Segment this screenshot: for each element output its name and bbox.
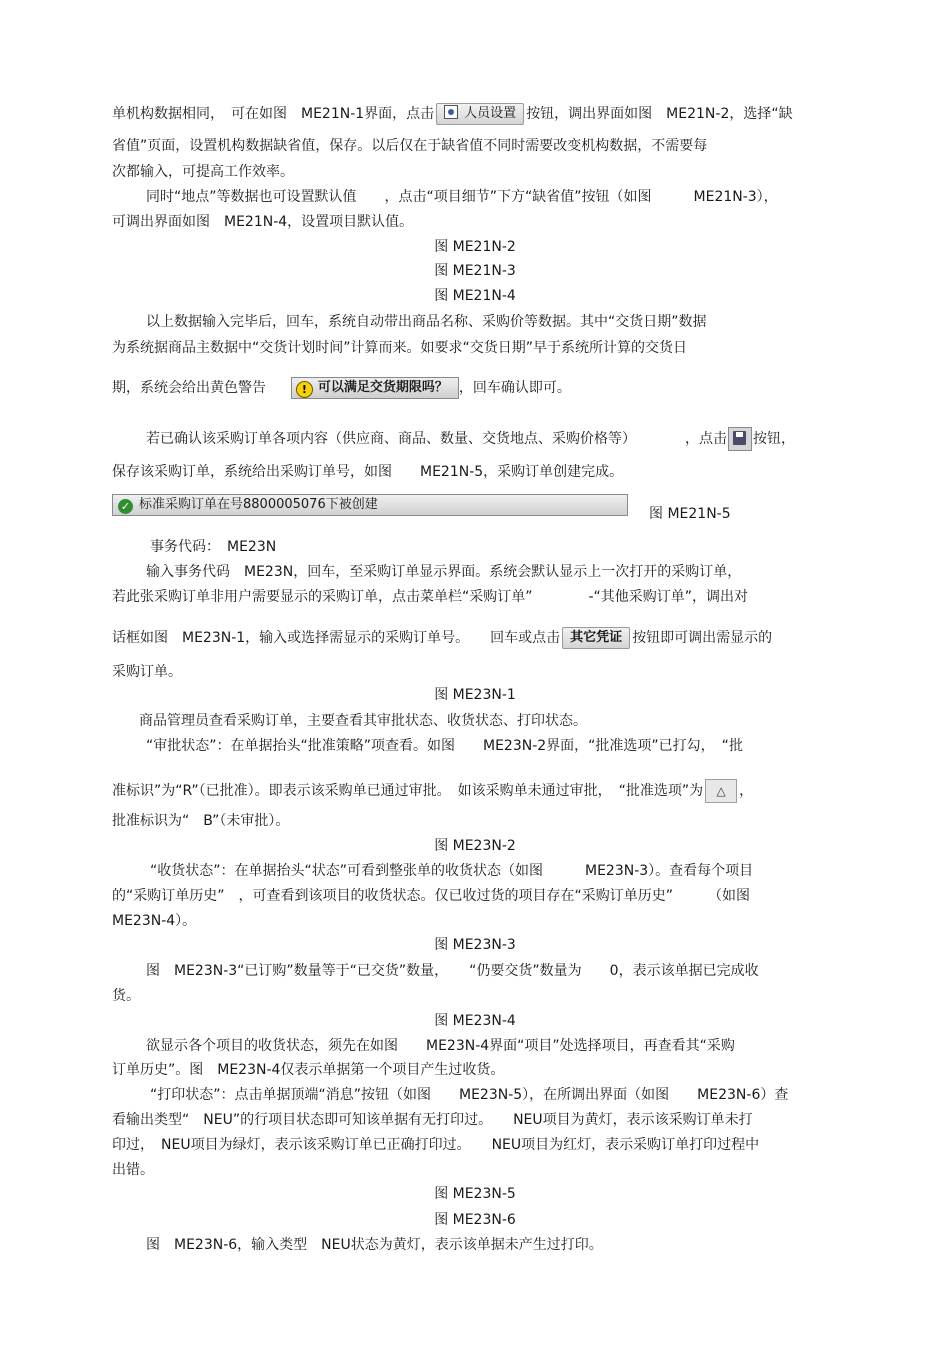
- text-line: 为系统据商品主数据中“交货计划时间”计算而来。如要求“交货日期”早于系统所计算的交货日: [112, 340, 688, 356]
- text-line: 订单历史”。图 ME23N-4仅表示单据第一个项目产生过收货。: [112, 1062, 505, 1078]
- text-line: 出错。: [112, 1162, 154, 1178]
- text-line: 若此张采购订单非用户需要显示的采购订单，点击菜单栏“采购订单” -“其他采购订单”，调出对: [112, 589, 749, 605]
- text-line: 同时“地点”等数据也可设置默认值 ，点击“项目细节”下方“缺省值”按钮（如图 ME21N-3），: [146, 189, 778, 205]
- text-line: ME23N-4）。: [112, 913, 197, 929]
- text-line: 欲显示各个项目的收货状态，须先在如图 ME23N-4界面“项目”处选择项目，再查看其“采购: [146, 1038, 735, 1054]
- triangle-icon: △: [705, 779, 737, 803]
- text-line: 保存该采购订单，系统给出采购订单号，如图 ME21N-5，采购订单创建完成。: [112, 464, 624, 480]
- exclamation-icon: !: [296, 381, 313, 398]
- person-settings-button[interactable]: 人员设置: [436, 103, 524, 125]
- text-line: 期，系统会给出黄色警告 ! 可以满足交货期限吗？ ，回车确认即可。: [112, 377, 571, 399]
- figure-caption: 图 ME23N-2: [434, 838, 516, 854]
- figure-caption: 图 ME21N-5: [649, 506, 731, 522]
- text-line: 图 ME23N-6，输入类型 NEU状态为黄灯，表示该单据未产生过打印。: [146, 1237, 603, 1253]
- text-line: 批准标识为“ B”（未审批）。: [112, 813, 290, 829]
- text-line: 可调出界面如图 ME21N-4，设置项目默认值。: [112, 214, 414, 230]
- text-line: 印过， NEU项目为绿灯，表示该采购订单已正确打印过。 NEU项目为红灯，表示采购订单打印过程中: [112, 1137, 760, 1153]
- text-line: 采购订单。: [112, 664, 182, 680]
- text-line: 商品管理员查看采购订单，主要查看其审批状态、收货状态、打印状态。: [139, 713, 587, 729]
- person-settings-icon: [444, 105, 458, 119]
- text-line: 省值”页面，设置机构数据缺省值，保存。以后仅在于缺省值不同时需要改变机构数据，不需要每: [112, 138, 708, 154]
- status-message: 标准采购订单在号8800005076下被创建: [139, 497, 378, 512]
- figure-caption: 图 ME21N-4: [434, 288, 516, 304]
- text-line: 输入事务代码 ME23N，回车，至采购订单显示界面。系统会默认显示上一次打开的采购订单，: [146, 564, 742, 580]
- text-line: 的“采购订单历史” ，可查看到该项目的收货状态。仅已收过货的项目存在“采购订单历史” （如图: [112, 888, 751, 904]
- text-line: 图 ME23N-3“已订购”数量等于“已交货”数量， “仍要交货”数量为 0，表示该单据已完成收: [146, 963, 759, 979]
- text-line: “审批状态”：在单据抬头“批准策略”项查看。如图 ME23N-2界面，“批准选项”已打勾， “批: [146, 738, 743, 754]
- text-line: 话框如图 ME23N-1，输入或选择需显示的采购订单号。 回车或点击 其它凭证 按钮即可调出需显示的: [112, 627, 772, 649]
- text-line: 单机构数据相同， 可在如图 ME21N-1界面，点击 人员设置 按钮，调出界面如图 ME21N-2，选择“缺: [112, 103, 793, 125]
- figure-caption: 图 ME21N-3: [434, 263, 516, 279]
- text-line: 次都输入，可提高工作效率。: [112, 164, 294, 180]
- figure-caption: 图 ME23N-6: [434, 1212, 516, 1228]
- status-bar: [112, 494, 628, 516]
- text-line: 事务代码： ME23N: [150, 539, 277, 555]
- text-line: 看输出类型“ NEU”的行项目状态即可知该单据有无打印过。 NEU项目为黄灯，表示该采购订单未打: [112, 1112, 753, 1128]
- text-line: 以上数据输入完毕后，回车，系统自动带出商品名称、采购价等数据。其中“交货日期”数据: [146, 314, 707, 330]
- other-document-button[interactable]: 其它凭证: [562, 627, 630, 649]
- save-icon[interactable]: [728, 427, 752, 451]
- warning-message: ! 可以满足交货期限吗？: [291, 377, 459, 399]
- figure-caption: 图 ME21N-2: [434, 239, 516, 255]
- check-icon: ✓: [118, 499, 133, 514]
- text-line: 货。: [112, 988, 140, 1004]
- figure-caption: 图 ME23N-3: [434, 937, 516, 953]
- text-line: 若已确认该采购订单各项内容（供应商、商品、数量、交货地点、采购价格等） ，点击 按钮，: [146, 427, 795, 451]
- text-line: “收货状态”：在单据抬头“状态”可看到整张单的收货状态（如图 ME23N-3）。查看每个项目: [150, 863, 754, 879]
- figure-caption: 图 ME23N-4: [434, 1013, 516, 1029]
- figure-caption: 图 ME23N-1: [434, 687, 516, 703]
- text-line: 准标识”为“R”（已批准）。即表示该采购单已通过审批。 如该采购单未通过审批， “批准选项”为 △ ，: [112, 779, 753, 803]
- text-line: “打印状态”：点击单据顶端“消息”按钮（如图 ME23N-5），在所调出界面（如图 ME23N-6）查: [150, 1087, 789, 1103]
- figure-caption: 图 ME23N-5: [434, 1186, 516, 1202]
